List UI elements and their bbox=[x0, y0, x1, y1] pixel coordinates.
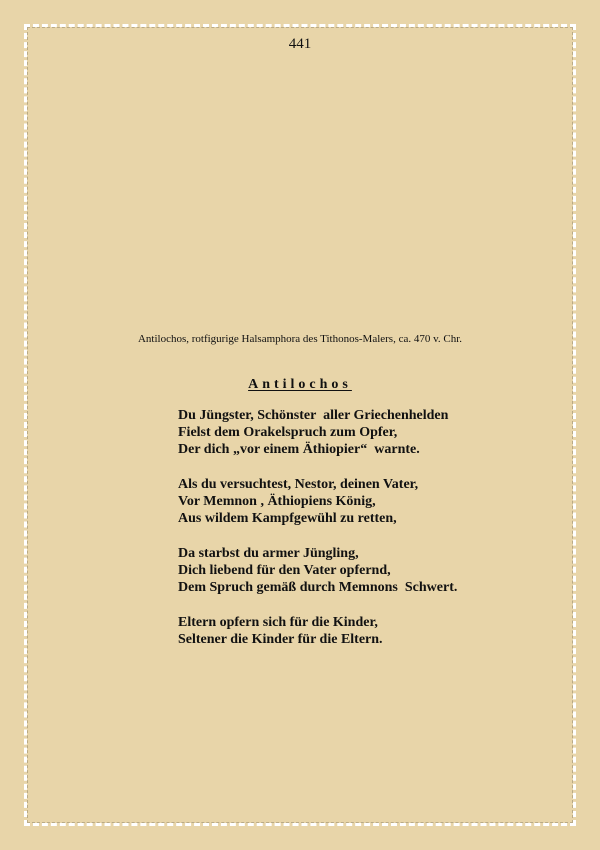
stanza bbox=[178, 476, 558, 527]
poem bbox=[178, 407, 558, 666]
poem-line: Der dich „vor einem Äthiopier“ warnte. bbox=[178, 442, 420, 457]
stanza bbox=[178, 545, 558, 596]
poem-line: Fielst dem Orakelspruch zum Opfer, bbox=[178, 425, 398, 440]
poem-line: Als du versuchtest, Nestor, deinen Vater, bbox=[178, 477, 419, 492]
stanza bbox=[178, 614, 558, 648]
poem-line: Eltern opfern sich für die Kinder, bbox=[178, 615, 378, 630]
stanza bbox=[178, 407, 558, 458]
poem-line: Dem Spruch gemäß durch Memnons Schwert. bbox=[178, 580, 458, 595]
poem-line: Dich liebend für den Vater opfernd, bbox=[178, 563, 391, 578]
poem-line: Da starbst du armer Jüngling, bbox=[178, 546, 359, 561]
poem-line: Seltener die Kinder für die Eltern. bbox=[178, 632, 383, 647]
poem-line: Du Jüngster, Schönster aller Griechenhelden bbox=[178, 408, 449, 423]
page-number: 441 bbox=[288, 36, 312, 52]
poem-line: Aus wildem Kampfgewühl zu retten, bbox=[178, 511, 397, 526]
image-caption: Antilochos, rotfigurige Halsamphora des Tithonos-Malers, ca. 470 v. Chr. bbox=[137, 333, 463, 345]
poem-line: Vor Memnon , Äthiopiens König, bbox=[178, 494, 376, 509]
poem-title: Antilochos bbox=[248, 377, 352, 392]
